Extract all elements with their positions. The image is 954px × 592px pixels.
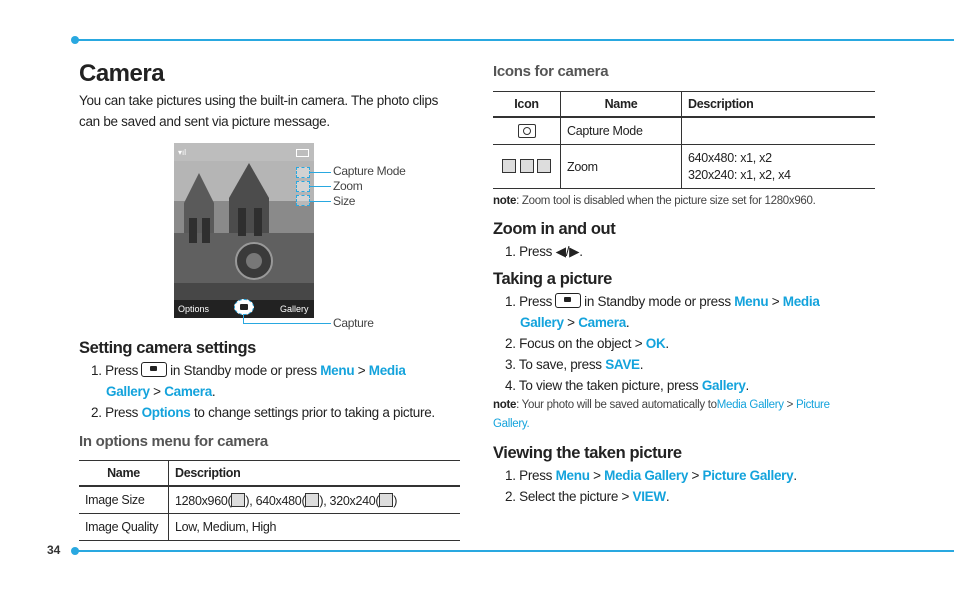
table-row xyxy=(493,145,875,189)
callout-zoom: Zoom xyxy=(333,179,363,193)
phone-camera-screen xyxy=(174,143,314,318)
options-row-image-size-name: Image Size xyxy=(79,486,169,514)
icons-row-zoom-desc: 640x480: x1, x2 320x240: x1, x2, x4 xyxy=(682,145,876,189)
cathedral-photo xyxy=(174,143,314,318)
options-header-name: Name xyxy=(79,461,169,487)
taking-step-4: 4. To view the taken picture, press Gallery. xyxy=(505,378,749,393)
softkey-gallery[interactable]: Gallery xyxy=(280,304,309,314)
signal-icon: ▾ıl xyxy=(178,148,187,157)
zoom-x2-icon xyxy=(520,159,534,173)
taking-step-1: 1. Press in Standby mode or press Menu > Media xyxy=(505,294,820,309)
icons-row-capture-mode-name: Capture Mode xyxy=(561,117,682,145)
viewing-step-1: 1. Press Menu > Media Gallery > Picture Gallery. xyxy=(505,468,797,483)
zoom-heading: Zoom in and out xyxy=(493,220,616,238)
callout-capture-mode: Capture Mode xyxy=(333,164,406,178)
zoom-icons-cell xyxy=(493,145,561,189)
icons-header-description: Description xyxy=(682,92,876,118)
taking-step-1-cont: Gallery > Camera. xyxy=(520,315,630,330)
icons-heading: Icons for camera xyxy=(493,63,609,80)
top-rule xyxy=(75,39,954,41)
icons-row-capture-mode-desc xyxy=(682,117,876,145)
size-320-icon xyxy=(379,493,393,507)
leader-capture-mode xyxy=(309,172,331,173)
zoom-step-1: 1. Press ◀/▶. xyxy=(505,244,583,259)
page-title: Camera xyxy=(79,60,165,87)
viewing-heading: Viewing the taken picture xyxy=(493,444,682,462)
capture-mode-cell xyxy=(493,117,561,145)
table-row xyxy=(79,486,460,514)
page-number: 34 xyxy=(47,543,61,557)
battery-icon xyxy=(296,149,309,157)
table-row xyxy=(79,514,460,541)
size-640-icon xyxy=(305,493,319,507)
icons-header-name: Name xyxy=(561,92,682,118)
capture-button-icon[interactable] xyxy=(234,299,254,315)
options-row-image-quality-name: Image Quality xyxy=(79,514,169,541)
callout-capture: Capture xyxy=(333,316,374,330)
icons-table xyxy=(493,91,875,189)
taking-heading: Taking a picture xyxy=(493,270,612,288)
camera-key-icon xyxy=(555,293,581,308)
icons-note: note: Zoom tool is disabled when the picture size set for 1280x960. xyxy=(493,195,816,207)
intro-text: You can take pictures using the built-in camera. The photo clips can be saved and sent via picture message. xyxy=(79,93,439,129)
leader-capture xyxy=(243,323,331,324)
icons-header-icon: Icon xyxy=(493,92,561,118)
size-1280-icon xyxy=(231,493,245,507)
callout-size: Size xyxy=(333,194,356,208)
viewing-step-2: 2. Select the picture > VIEW. xyxy=(505,489,670,504)
capture-mode-icon xyxy=(518,124,536,138)
setting-step-2: 2. Press Options to change settings prior to taking a picture. xyxy=(91,405,435,420)
bottom-rule xyxy=(75,550,954,552)
icons-row-zoom-name: Zoom xyxy=(561,145,682,189)
softkey-options[interactable]: Options xyxy=(178,304,210,314)
options-menu-table xyxy=(79,460,460,541)
leader-zoom xyxy=(309,186,331,187)
zoom-icon xyxy=(296,181,310,192)
taking-step-3: 3. To save, press SAVE. xyxy=(505,357,644,372)
capture-mode-icon xyxy=(296,167,310,178)
size-icon xyxy=(296,195,310,206)
nav-left-icon: ◀ xyxy=(555,244,566,259)
setting-step-1-cont: Gallery > Camera. xyxy=(106,384,216,399)
taking-note: note: Your photo will be saved automatically toMedia Gallery > Picture Gallery. xyxy=(493,399,830,430)
zoom-x4-icon xyxy=(537,159,551,173)
options-row-image-quality-desc: Low, Medium, High xyxy=(169,514,461,541)
setting-heading: Setting camera settings xyxy=(79,339,256,357)
options-menu-heading: In options menu for camera xyxy=(79,433,268,450)
zoom-x1-icon xyxy=(502,159,516,173)
taking-step-2: 2. Focus on the object > OK. xyxy=(505,336,669,351)
options-header-description: Description xyxy=(169,461,461,487)
table-row xyxy=(493,117,875,145)
nav-right-icon: ▶ xyxy=(569,244,580,259)
leader-size xyxy=(309,201,331,202)
setting-step-1: 1. Press in Standby mode or press Menu > Media xyxy=(91,363,406,378)
camera-key-icon xyxy=(141,362,167,377)
options-row-image-size-desc: 1280x960( ), 640x480( ), 320x240( ) xyxy=(169,486,461,514)
